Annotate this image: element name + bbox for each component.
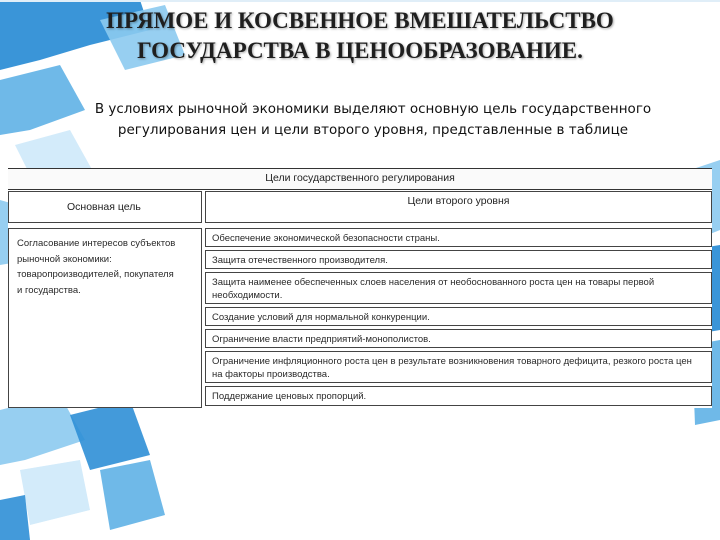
- second-level-header-cell: [205, 191, 712, 223]
- second-level-goal-text: Ограничение власти предприятий-монополистов.: [212, 334, 431, 345]
- main-goal-header-cell: [8, 191, 202, 223]
- main-goal-line: товаропроизводителей, покупателя: [17, 269, 174, 280]
- main-goal-header: Основная цель: [67, 201, 141, 213]
- second-level-goal-text: Защита отечественного производителя.: [212, 255, 388, 266]
- second-level-goal-text: Обеспечение экономической безопасности страны.: [212, 233, 440, 244]
- intro-line-1: В условиях рыночной экономики выделяют основную цель государственного: [94, 101, 652, 117]
- main-goal-cell: [8, 228, 202, 408]
- second-level-goal-row: [205, 250, 712, 269]
- second-level-goal-row: [205, 272, 712, 304]
- second-level-goal-row: [205, 351, 712, 383]
- goals-table: [8, 168, 712, 408]
- intro-line-2: регулирования цен и цели второго уровня, представленные в таблице: [117, 122, 629, 138]
- second-level-goal-text: Ограничение инфляционного роста цен в результате возникновения товарного дефицита, резкого роста цен на факторы производства.: [212, 356, 692, 380]
- intro-text: [58, 99, 688, 141]
- second-level-goal-text: Защита наименее обеспеченных слоев населения от необоснованного роста цен на товары первой необходимости.: [212, 277, 655, 301]
- main-goal-text: [17, 236, 197, 298]
- slide-title-line-2: ГОСУДАРСТВА В ЦЕНООБРАЗОВАНИЕ.: [137, 38, 583, 63]
- main-goal-line: и государства.: [17, 284, 81, 296]
- slide-title-line-1: ПРЯМОЕ И КОСВЕННОЕ ВМЕШАТЕЛЬСТВО: [106, 8, 614, 33]
- second-level-goal-text: Поддержание ценовых пропорций.: [212, 391, 367, 402]
- second-level-goal-row: [205, 386, 712, 406]
- second-level-goal-row: [205, 307, 712, 326]
- second-level-goal-row: [205, 329, 712, 348]
- table-header-row: [8, 168, 712, 190]
- second-level-goal-text: Создание условий для нормальной конкуренции.: [212, 312, 430, 323]
- second-level-goal-row: [205, 228, 712, 247]
- table-header: Цели государственного регулирования: [265, 172, 455, 184]
- second-level-header: Цели второго уровня: [407, 195, 510, 207]
- main-goal-line: рыночной экономики:: [17, 253, 112, 265]
- main-goal-line: Согласование интересов субъектов: [17, 238, 176, 249]
- slide-title: [60, 6, 660, 66]
